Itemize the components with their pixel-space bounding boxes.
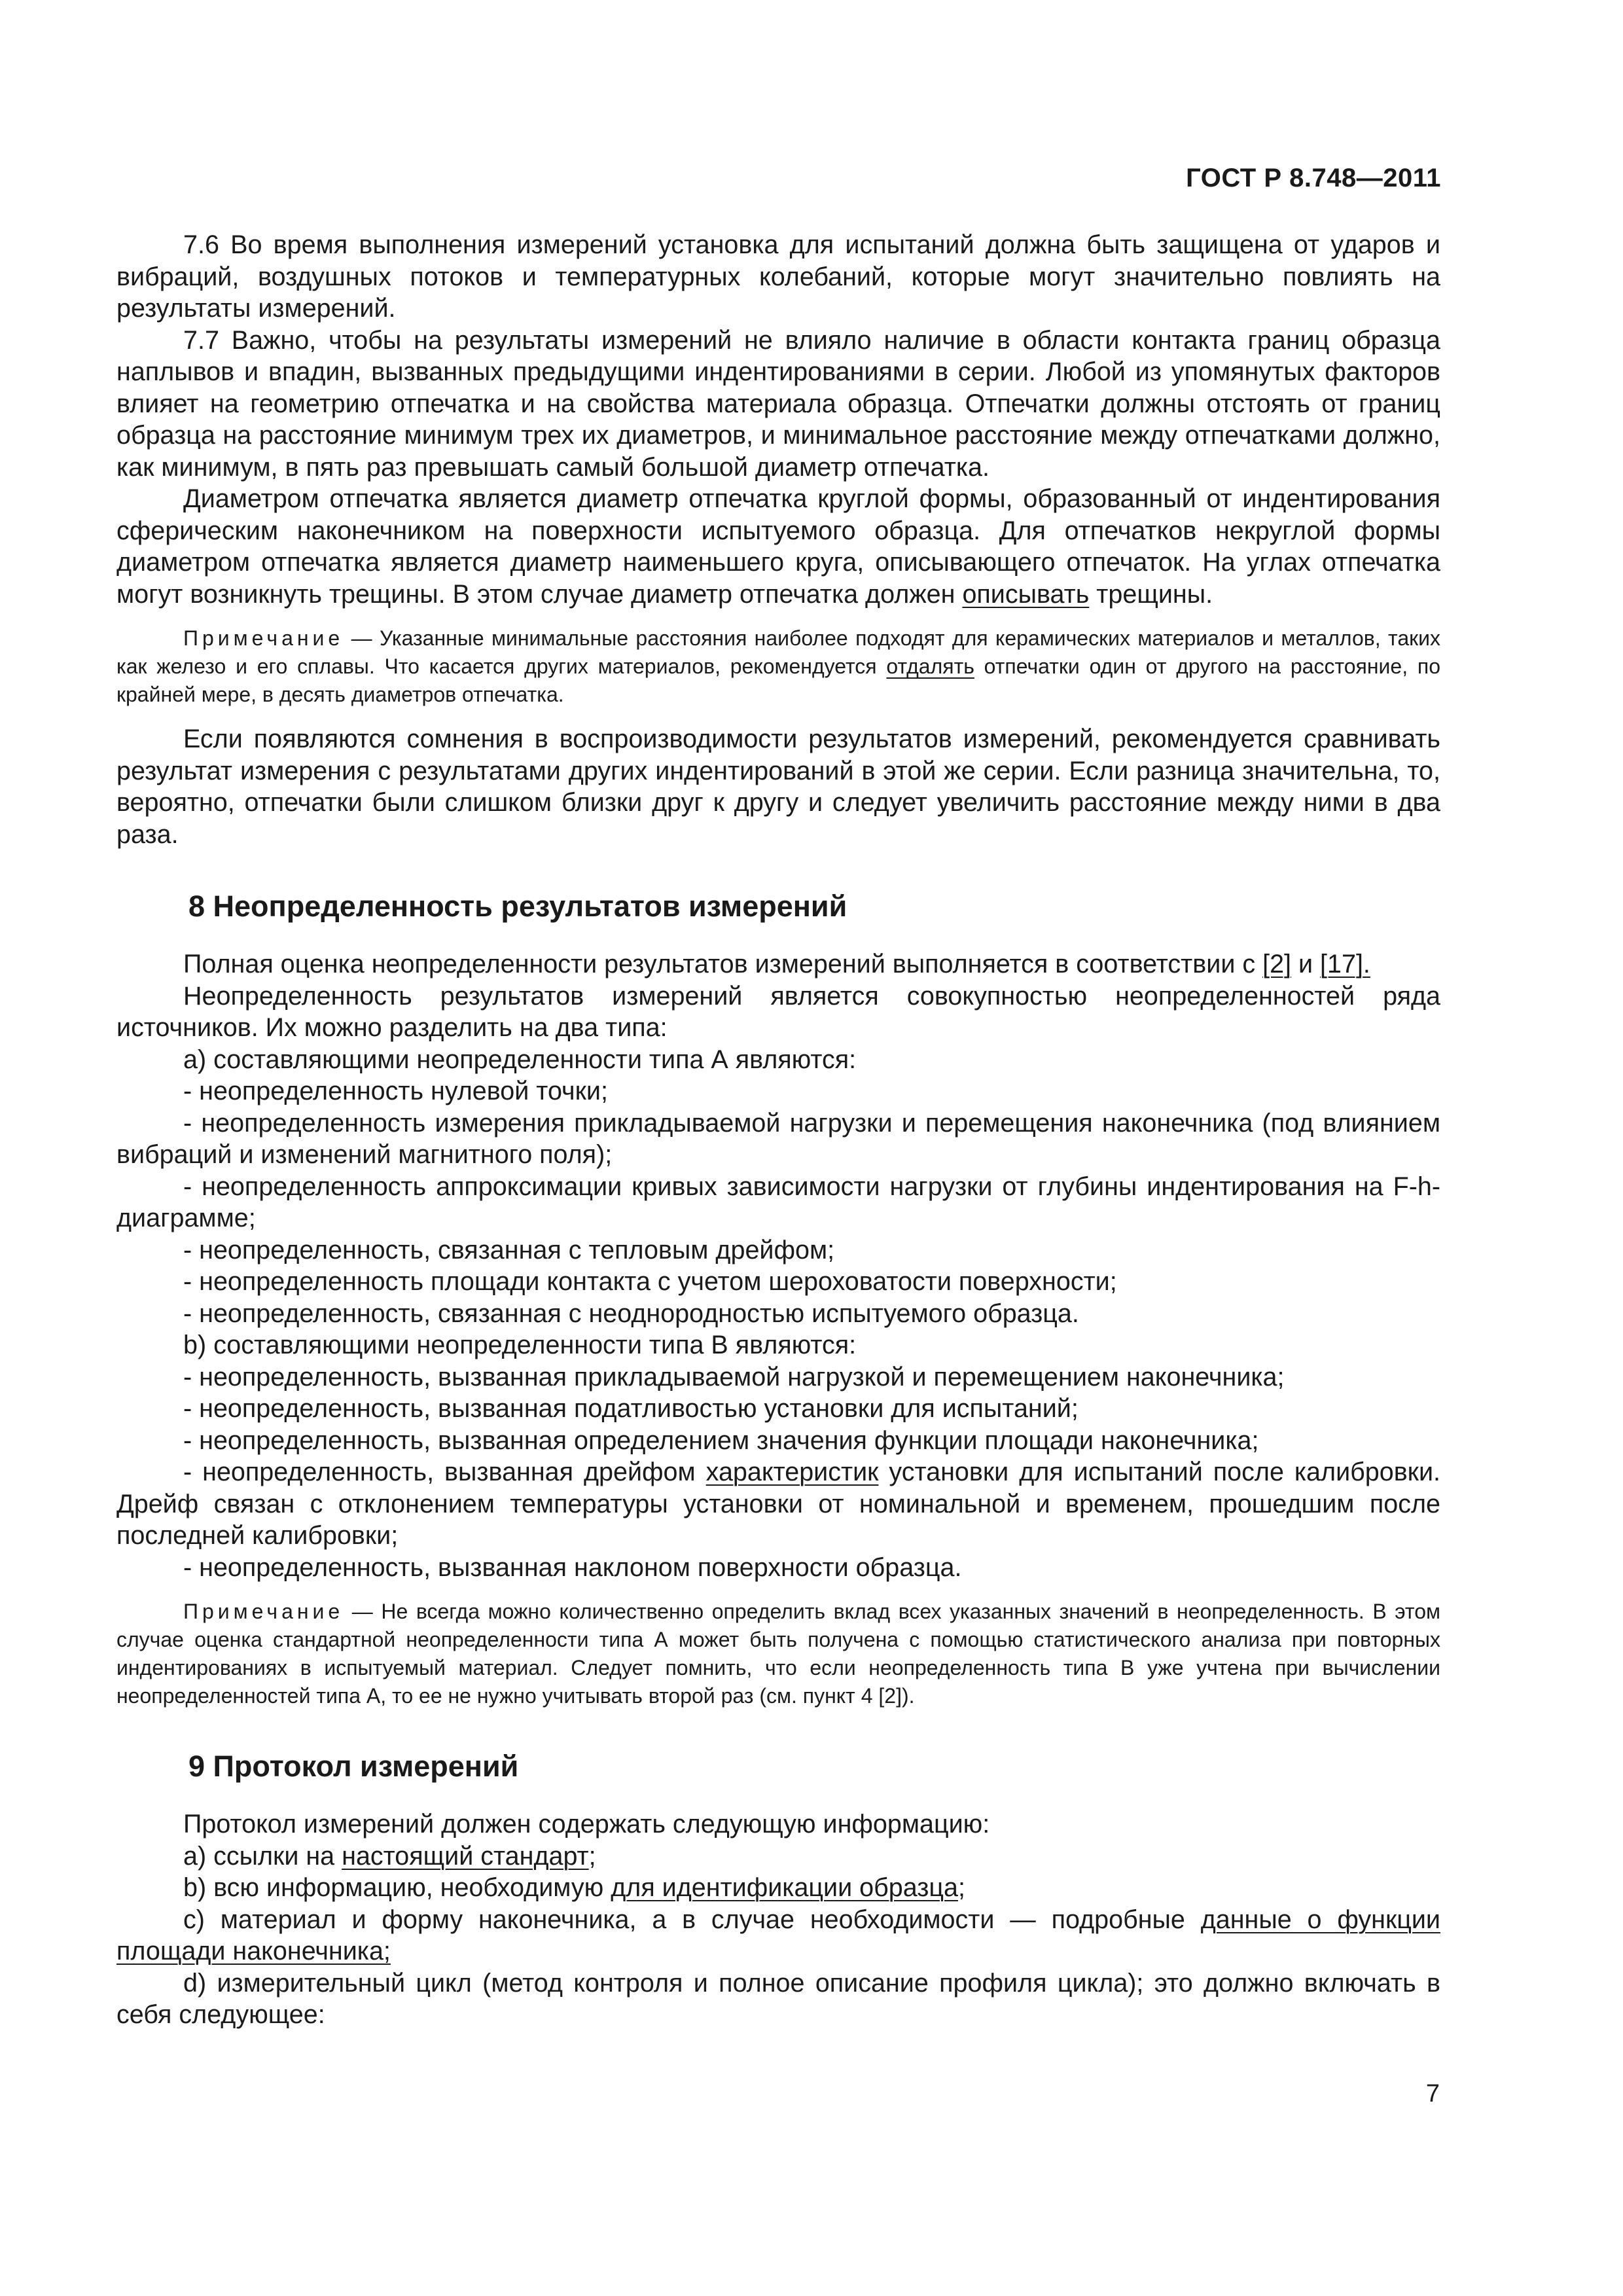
underlined-term: для идентификации образца	[611, 1873, 958, 1902]
text-run: ;	[957, 1873, 965, 1902]
doc-id-header: ГОСТ Р 8.748—2011	[1186, 164, 1441, 192]
list-item: - неопределенность, вызванная прикладываемой нагрузкой и перемещением наконечника;	[183, 1362, 1285, 1391]
list-item: - неопределенность, связанная с тепловым дрейфом;	[183, 1235, 835, 1265]
note-2	[116, 1598, 1440, 1710]
page-number: 7	[1425, 2080, 1440, 2108]
para-7-7: 7.7 Важно, чтобы на результаты измерений не влияло наличие в области контакта границ образца наплывов и впадин, вызванных предыдущими индентированиями в серии. Любой из упомянутых факторов влияет на геометрию отпечатка и на свойства материала образца. Отпечатки должны отстоять от границ образца на расстояние минимум трех их диаметров, и минимальное расстояние между отпечатками должно, как минимум, в пять раз превышать самый большой диаметр отпечатка.	[116, 325, 1440, 482]
reference-link[interactable]: [17].	[1320, 950, 1370, 978]
text-run: трещины.	[1089, 579, 1213, 609]
text-run: c) материал и форму наконечника, а в случае необходимости — подробные	[183, 1905, 1201, 1934]
text-run: установки для испытаний после калибровки. Дрейф связан с отклонением температуры установки от номинальной и временем, прошедшим после последней калибровки;	[116, 1458, 1440, 1550]
note-1	[116, 624, 1440, 709]
text-run: и	[1291, 950, 1321, 978]
protocol-item-d: d) измерительный цикл (метод контроля и полное описание профиля цикла); это должно включать в себя следующее:	[116, 1968, 1440, 2029]
list-item: - неопределенность, связанная с неоднородностью испытуемого образца.	[183, 1299, 1079, 1328]
para-7-6: 7.6 Во время выполнения измерений установка для испытаний должна быть защищена от ударов и вибраций, воздушных потоков и температурных колебаний, которые могут значительно повлиять на результаты измерений.	[116, 230, 1440, 323]
text-run: b) всю информацию, необходимую	[183, 1873, 611, 1902]
list-item: - неопределенность площади контакта с учетом шероховатости поверхности;	[183, 1267, 1117, 1296]
list-item: - неопределенность аппроксимации кривых зависимости нагрузки от глубины индентирования на F-h-диаграмме;	[116, 1172, 1440, 1232]
underlined-term: настоящий стандарт	[342, 1841, 589, 1871]
section-8-heading: 8 Неопределенность результатов измерений	[188, 889, 847, 923]
underlined-term: характеристик	[705, 1458, 879, 1486]
section-9-heading: 9 Протокол измерений	[188, 1749, 519, 1783]
list-a-title: a) составляющими неопределенности типа А являются:	[183, 1045, 857, 1074]
text-run: — Указанные минимальные расстояния наиболее подходят для керамических материалов и металлов, таких как железо и его сплавы. Что касается других материалов, рекомендуется	[116, 626, 1440, 678]
page-content	[116, 229, 1440, 2031]
note-label: Примечание	[183, 1600, 344, 1623]
reference-link[interactable]: [2]	[1262, 950, 1292, 978]
text-run: Диаметром отпечатка является диаметр отпечатка круглой формы, образованный от индентирования сферическим наконечником на поверхности испытуемого образца. Для отпечатков некруглой формы диаметром отпечатка является диаметр наименьшего круга, описывающего отпечаток. На углах отпечатка могут возникнуть трещины. В этом случае диаметр отпечатка должен	[116, 484, 1440, 609]
text-run: a) ссылки на	[183, 1841, 342, 1871]
list-b-title: b) составляющими неопределенности типа В являются:	[183, 1331, 857, 1359]
para-8-1	[116, 948, 1440, 980]
list-item: - неопределенность, вызванная податливостью установки для испытаний;	[183, 1394, 1079, 1423]
underlined-term: данные о функции площади наконечника;	[116, 1905, 1440, 1965]
text-run: отпечатки один от другого на расстояние, по крайней мере, в десять диаметров отпечатка.	[116, 655, 1441, 706]
list-item: - неопределенность измерения прикладываемой нагрузки и перемещения наконечника (под влиянием вибраций и изменений магнитного поля);	[116, 1108, 1440, 1169]
underlined-term: отдалять	[886, 655, 974, 678]
list-item: - неопределенность, вызванная наклоном поверхности образца.	[183, 1552, 962, 1582]
protocol-item-c	[116, 1904, 1440, 1967]
text-run: Полная оценка неопределенности результатов измерений выполняется в соответствии с	[183, 950, 1263, 978]
note-label: Примечание	[183, 626, 344, 650]
protocol-item-a	[116, 1840, 1440, 1873]
para-doubt: Если появляются сомнения в воспроизводимости результатов измерений, рекомендуется сравнивать результат измерения с результатами других индентирований в этой же серии. Если разница значительна, то, вероятно, отпечатки были слишком близки друг к другу и следует увеличить расстояние между ними в два раза.	[116, 725, 1440, 849]
list-item: - неопределенность, вызванная определением значения функции площади наконечника;	[183, 1426, 1259, 1455]
text-run: ;	[588, 1841, 596, 1871]
list-item: - неопределенность нулевой точки;	[183, 1077, 608, 1105]
list-item	[116, 1456, 1440, 1552]
para-9-intro: Протокол измерений должен содержать следующую информацию:	[183, 1810, 990, 1839]
text-run: - неопределенность, вызванная дрейфом	[183, 1458, 706, 1486]
para-diameter	[116, 483, 1440, 610]
para-8-2: Неопределенность результатов измерений является совокупностью неопределенностей ряда источников. Их можно разделить на два типа:	[116, 981, 1440, 1042]
text-run: — Не всегда можно количественно определить вклад всех указанных значений в неопределенность. В этом случае оценка стандартной неопределенности типа А может быть получена с помощью статистического анализа при повторных индентированиях в испытуемый материал. Следует помнить, что если неопределенность типа В уже учтена при вычислении неопределенностей типа А, то ее не нужно учитывать второй раз (см. пункт 4 [2]).	[116, 1600, 1440, 1708]
protocol-item-b	[116, 1872, 1440, 1904]
underlined-term: описывать	[962, 579, 1090, 609]
